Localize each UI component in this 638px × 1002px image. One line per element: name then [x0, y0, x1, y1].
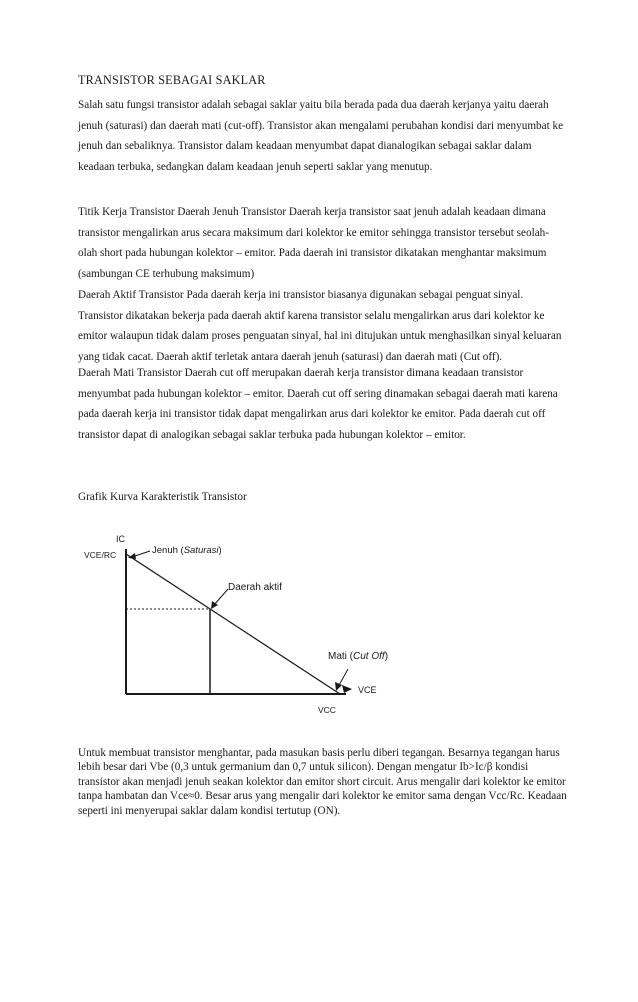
- y-intercept-label: VCE/RC: [84, 550, 117, 560]
- transistor-characteristic-graph: [78, 527, 418, 727]
- figure-caption: Grafik Kurva Karakteristik Transistor: [78, 491, 247, 503]
- paragraph-titik-kerja: Titik Kerja Transistor Daerah Jenuh Transistor Daerah kerja transistor saat jenuh adalah keadaan dimana transistor mengalirkan arus secara maksimum dari kolektor ke emitor sehingga transistor tersebut seolah-olah short pada hubungan kolektor – emitor. Pada daerah ini transistor dikatakan menghantar maksimum (sambungan CE terhubung maksimum): [78, 206, 549, 280]
- paragraph-daerah-aktif: Daerah Aktif Transistor Pada daerah kerja ini transistor biasanya digunakan sebagai penguat sinyal. Transistor dikatakan bekerja pada daerah aktif karena transistor selalu mengalirkan arus dari kolektor ke emitor walaupun tidak dalam proses penguatan sinyal, hal ini ditujukan untuk menghasilkan sinyal keluaran yang tidak cacat. Daerah aktif terletak antara daerah jenuh (saturasi) dan daerah mati (Cut off).: [78, 289, 562, 363]
- paragraph-daerah-mati: Daerah Mati Transistor Daerah cut off merupakan daerah kerja transistor dimana keadaan transistor menyumbat pada hubungan kolektor – emitor. Daerah cut off sering dinamakan sebagai daerah mati karena pada daerah kerja ini transistor tidak dapat mengalirkan arus dari kolektor ke emitor. Pada daerah cut off transistor dapat di analogikan sebagai saklar terbuka pada hubungan kolektor – emitor.: [78, 367, 558, 441]
- x-axis-arrowhead: [342, 685, 352, 693]
- mati-label: Mati (Cut Off): [328, 651, 389, 662]
- jenuh-label: Jenuh (Saturasi): [152, 545, 222, 556]
- document-heading: TRANSISTOR SEBAGAI SAKLAR: [78, 73, 266, 87]
- x-intercept-label: VCC: [318, 705, 336, 715]
- paragraph-penutup: Untuk membuat transistor menghantar, pada masukan basis perlu diberi tegangan. Besarnya tegangan harus lebih besar dari Vbe (0,3 untuk germanium dan 0,7 untuk silicon). Dengan mengatur Ib>Ic/β kondisi transistor akan menjadi jenuh seakan kolektor dan emitor short circuit. Arus mengalir dari kolektor ke emitor tanpa hambatan dan Vce≈0. Besar arus yang mengalir dari kolektor ke emitor sama dengan Vcc/Rc. Keadaan seperti ini menyerupai saklar dalam kondisi tertutup (ON).: [78, 747, 567, 817]
- x-axis-label: VCE: [358, 685, 377, 695]
- aktif-label: Daerah aktif: [228, 582, 282, 593]
- load-line: [126, 554, 340, 694]
- y-axis-label: IC: [116, 534, 125, 544]
- paragraph-intro: Salah satu fungsi transistor adalah sebagai saklar yaitu bila berada pada dua daerah kerjanya yaitu daerah jenuh (saturasi) dan daerah mati (cut-off). Transistor akan mengalami perubahan kondisi dari menyumbat ke jenuh dan sebaliknya. Transistor dalam keadaan menyumbat dapat dianalogikan sebagai saklar dalam keadaan terbuka, sedangkan dalam keadaan jenuh seperti saklar yang menutup.: [78, 99, 564, 173]
- mati-arrowhead: [335, 682, 342, 691]
- aktif-pointer: [214, 589, 228, 605]
